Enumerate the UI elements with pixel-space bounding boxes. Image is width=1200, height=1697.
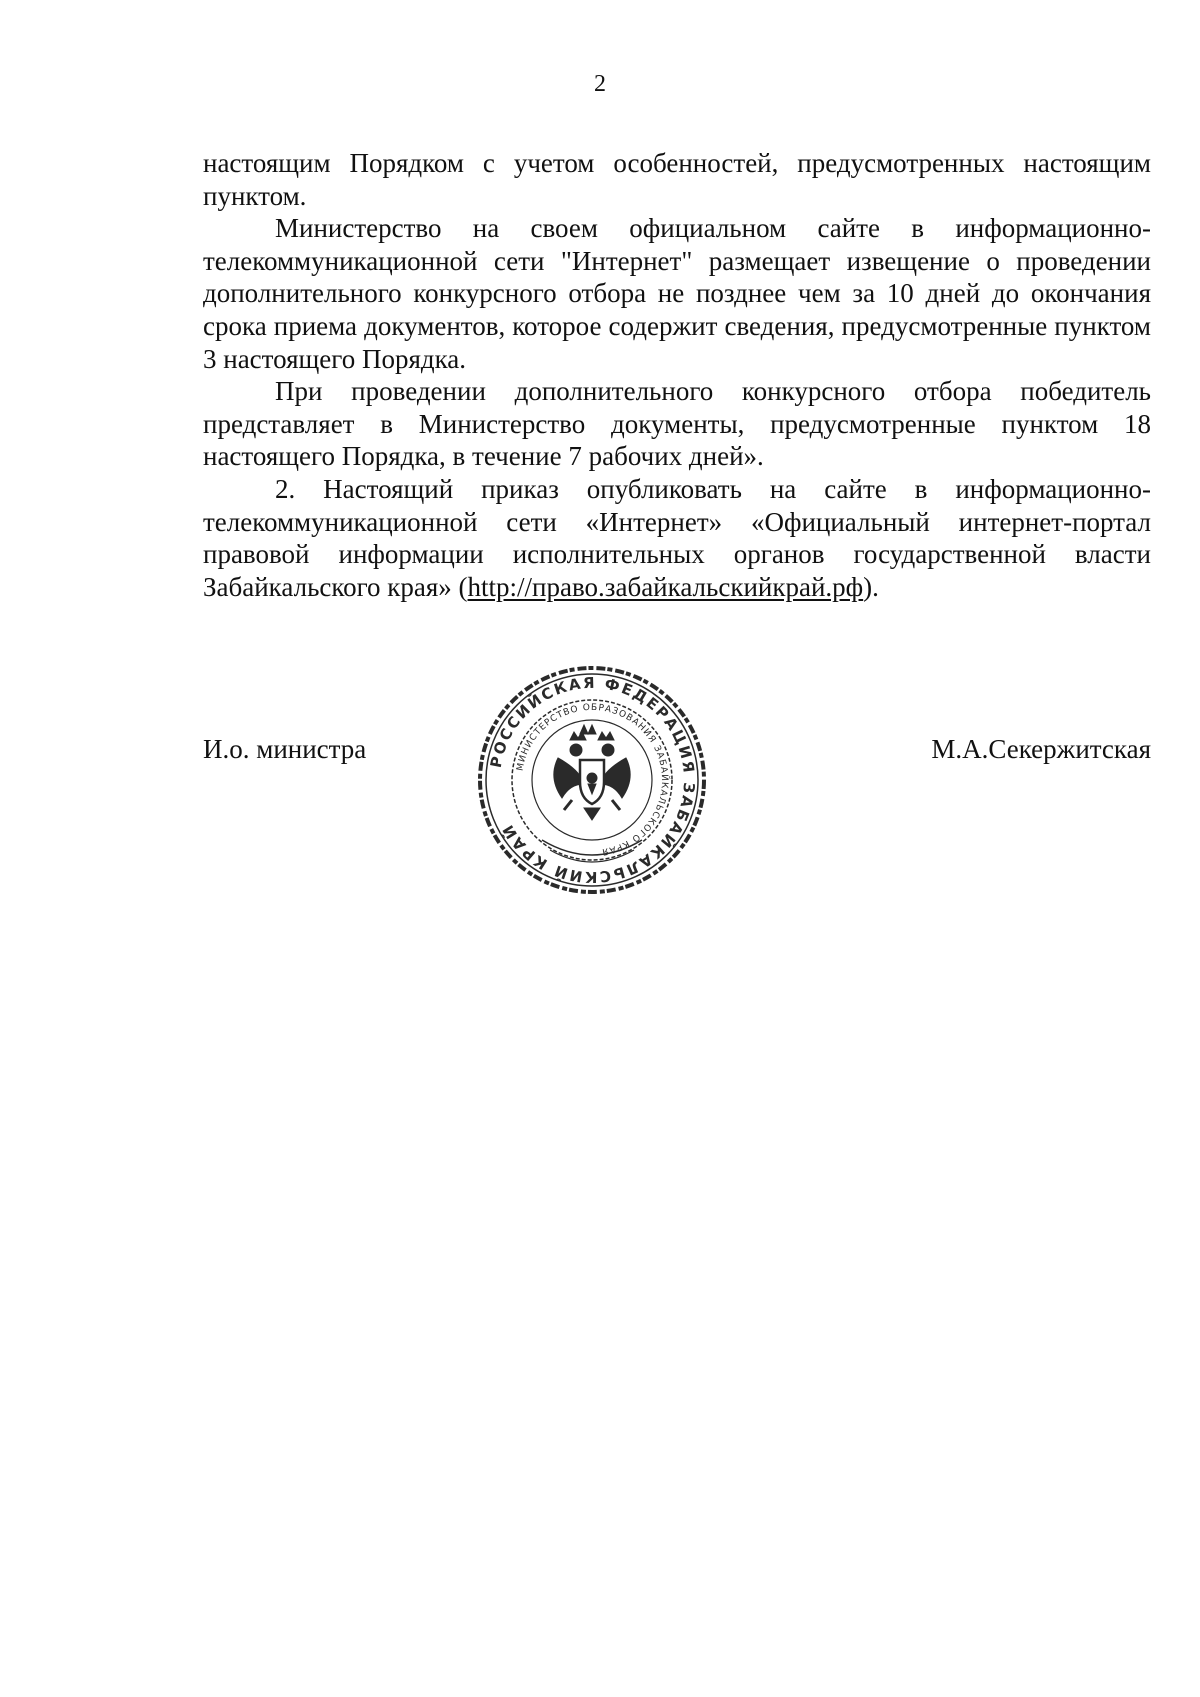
paragraph-4 (203, 473, 1151, 603)
signatory-position: И.о. министра (203, 734, 367, 764)
paragraph-2: Министерство на своем официальном сайте в информационно-телекоммуникационной сети "Интернет" размещает извещение о проведении дополнительного конкурсного отбора не позднее чем за 10 дней до окончания срока приема документов, которое содержит сведения, предусмотренные пунктом 3 настоящего Порядка. (203, 213, 1151, 374)
paragraph-1: настоящим Порядком с учетом особенностей, предусмотренных настоящим пунктом. (203, 148, 1151, 211)
official-seal-stamp (472, 660, 712, 900)
portal-link[interactable]: http://право.забайкальскийкрай.рф (467, 571, 864, 602)
stamp-bottom-band-2 (550, 850, 634, 862)
paragraph-3: При проведении дополнительного конкурсного отбора победитель представляет в Министерство документы, предусмотренные пунктом 18 настоящего Порядка, в течение 7 рабочих дней». (203, 376, 1151, 472)
document-body (203, 147, 1151, 603)
stamp-inner-text: МИНИСТЕРСТВО ОБРАЗОВАНИЯ ЗАБАЙКАЛЬСКОГО КРАЯ (515, 702, 670, 857)
stamp-outer-text: РОССИЙСКАЯ ФЕДЕРАЦИЯ ЗАБАЙКАЛЬСКИЙ КРАЙ (486, 673, 699, 887)
paragraph-4-end: ). (863, 571, 879, 602)
page-number: 2 (594, 71, 606, 97)
coat-of-arms-eagle-icon (554, 725, 630, 820)
paragraph-4-text: 2. Настоящий приказ опубликовать на сайте в информационно-телекоммуникационной сети «Интернет» «Официальный интернет-портал правовой информации исполнительных органов государственной власти Забайкальского края» ( (203, 473, 1151, 602)
signatory-name: М.А.Секержитская (931, 734, 1151, 764)
